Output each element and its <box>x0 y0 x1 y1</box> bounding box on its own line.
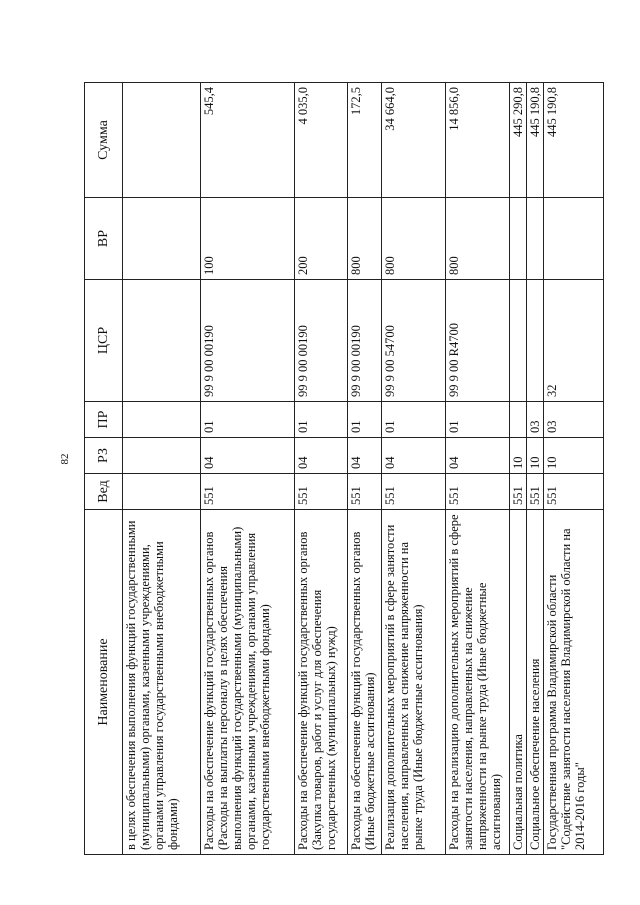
cell-sum: 445 290,8 <box>510 83 527 198</box>
table-row <box>201 83 295 855</box>
cell-name: Расходы на обеспечение функций государственных органов (Расходы на выплаты персоналу в целях обеспечения выполнения функций государственными (муниципальными) органами, казенными учреждениями, органами управления государственными внебюджетными фондами) <box>201 510 295 855</box>
table-row <box>446 83 510 855</box>
cell-pr: 01 <box>201 402 295 438</box>
cell-vr: 800 <box>382 198 446 280</box>
cell-vr: 200 <box>295 198 348 280</box>
cell-rz: 04 <box>295 438 348 474</box>
cell-sum <box>123 83 201 198</box>
cell-vr <box>527 198 544 280</box>
header-pr: ПР <box>85 402 123 438</box>
cell-name: Социальное обеспечение населения <box>527 510 544 855</box>
cell-rz: 04 <box>382 438 446 474</box>
cell-ved: 551 <box>382 474 446 510</box>
cell-rz: 10 <box>527 438 544 474</box>
cell-sum: 445 190,8 <box>544 83 604 198</box>
cell-csr <box>527 280 544 402</box>
table-row <box>295 83 348 855</box>
cell-ved: 551 <box>201 474 295 510</box>
cell-name: Расходы на обеспечение функций государственных органов (Закупка товаров, работ и услуг для обеспечения государственных (муниципальных) нужд) <box>295 510 348 855</box>
cell-name: в целях обеспечения выполнения функций государственными (муниципальными) органами, казенными учреждениями, органами управления государственными внебюджетными фондами) <box>123 510 201 855</box>
table-row <box>348 83 382 855</box>
cell-sum: 445 190,8 <box>527 83 544 198</box>
cell-name: Социальная политика <box>510 510 527 855</box>
cell-csr: 99 9 00 R4700 <box>446 280 510 402</box>
cell-name: Государственная программа Владимирской области "Содействие занятости населения Владимирской области на 2014-2016 годы" <box>544 510 604 855</box>
header-row <box>85 83 123 855</box>
cell-pr: 01 <box>348 402 382 438</box>
cell-csr: 99 9 00 00190 <box>201 280 295 402</box>
header-name: Наименование <box>85 510 123 855</box>
cell-name: Расходы на обеспечение функций государственных органов (Иные бюджетные ассигнования) <box>348 510 382 855</box>
cell-sum: 34 664,0 <box>382 83 446 198</box>
cell-vr: 100 <box>201 198 295 280</box>
cell-rz: 10 <box>544 438 604 474</box>
header-ved: Вед <box>85 474 123 510</box>
cell-pr: 01 <box>295 402 348 438</box>
cell-csr: 99 9 00 00190 <box>295 280 348 402</box>
cell-rz <box>123 438 201 474</box>
cell-ved: 551 <box>527 474 544 510</box>
cell-ved: 551 <box>544 474 604 510</box>
header-rz: РЗ <box>85 438 123 474</box>
cell-pr <box>510 402 527 438</box>
cell-ved: 551 <box>446 474 510 510</box>
cell-rz: 04 <box>446 438 510 474</box>
cell-rz: 04 <box>201 438 295 474</box>
cell-pr: 01 <box>446 402 510 438</box>
cell-sum: 172,5 <box>348 83 382 198</box>
cell-pr: 03 <box>544 402 604 438</box>
cell-ved: 551 <box>348 474 382 510</box>
table-row <box>123 83 201 855</box>
header-sum: Сумма <box>85 83 123 198</box>
cell-vr <box>123 198 201 280</box>
cell-name: Расходы на реализацию дополнительных мероприятий в сфере занятости населения, направленных на снижение напряженности на рынке труда (Иные бюджетные ассигнования) <box>446 510 510 855</box>
table-frame <box>84 83 587 855</box>
cell-vr: 800 <box>446 198 510 280</box>
header-vr: ВР <box>85 198 123 280</box>
cell-pr: 03 <box>527 402 544 438</box>
budget-table <box>84 82 604 855</box>
page-number: 82 <box>59 453 71 465</box>
cell-ved: 551 <box>510 474 527 510</box>
table-row <box>510 83 527 855</box>
cell-rz: 10 <box>510 438 527 474</box>
cell-csr <box>123 280 201 402</box>
header-csr: ЦСР <box>85 280 123 402</box>
cell-vr <box>510 198 527 280</box>
table-row <box>527 83 544 855</box>
table-row <box>382 83 446 855</box>
cell-rz: 04 <box>348 438 382 474</box>
cell-csr: 99 9 00 00190 <box>348 280 382 402</box>
cell-csr <box>510 280 527 402</box>
rotated-table-container <box>84 83 587 855</box>
cell-vr <box>544 198 604 280</box>
cell-pr: 01 <box>382 402 446 438</box>
cell-csr: 99 9 00 54700 <box>382 280 446 402</box>
cell-sum: 4 035,0 <box>295 83 348 198</box>
cell-pr <box>123 402 201 438</box>
cell-csr: 32 <box>544 280 604 402</box>
table-row <box>544 83 604 855</box>
cell-sum: 545,4 <box>201 83 295 198</box>
cell-ved <box>123 474 201 510</box>
cell-sum: 14 856,0 <box>446 83 510 198</box>
cell-name: Реализация дополнительных мероприятий в сфере занятости населения, направленных на снижение напряженности на рынке труда (Иные бюджетные ассигнования) <box>382 510 446 855</box>
cell-vr: 800 <box>348 198 382 280</box>
cell-ved: 551 <box>295 474 348 510</box>
